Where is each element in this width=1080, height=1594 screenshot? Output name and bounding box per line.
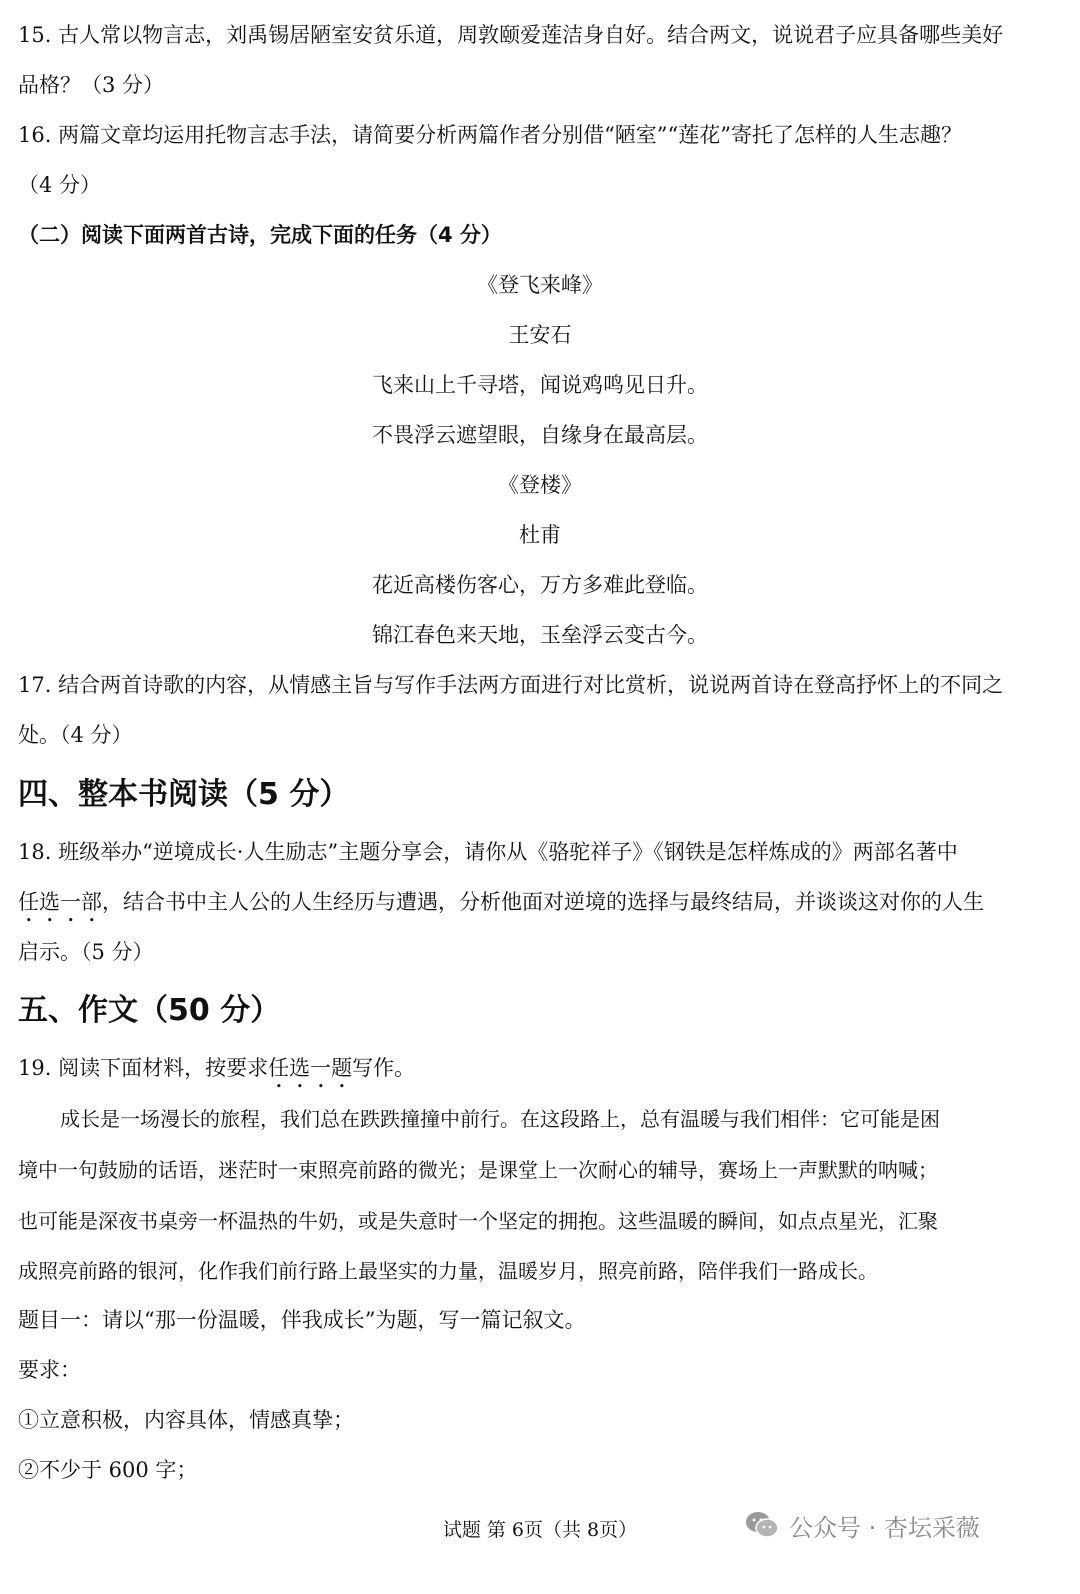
material-line: 也可能是深夜书桌旁一杯温热的牛奶，或是失意时一个坚定的拥抱。这些温暖的瞬间，如点点星光，汇聚 xyxy=(18,1209,938,1233)
poem1-author: 王安石 xyxy=(508,323,572,347)
q18-line3: 启示。（5 分） xyxy=(18,940,154,964)
q17-line2: 处。（4 分） xyxy=(18,723,133,747)
material-line: 境中一句鼓励的话语，迷茫时一束照亮前路的微光；是课堂上一次耐心的辅导，赛场上一声默默的呐喊； xyxy=(18,1158,938,1182)
page-footer: 试题 第 6页（共 8页） xyxy=(442,1519,638,1541)
q19 xyxy=(18,1043,1062,1093)
watermark-text: 公众号 · 杏坛采薇 xyxy=(789,1513,980,1542)
wechat-icon xyxy=(745,1511,779,1539)
q16-line1: 16. 两篇文章均运用托物言志手法，请简要分析两篇作者分别借“陋室”“莲花”寄托了怎样的人生志趣？ xyxy=(18,123,963,147)
q19-post: 写作。 xyxy=(352,1056,416,1080)
q19-pre: 19. 阅读下面材料，按要求 xyxy=(18,1056,269,1080)
topic-1: 题目一：请以“那一份温暖，伴我成长”为题，写一篇记叙文。 xyxy=(18,1308,586,1332)
watermark xyxy=(745,1503,980,1547)
section-4-heading: 四、整本书阅读（5 分） xyxy=(18,777,350,812)
emphasis-text: 任选一题 xyxy=(268,1056,353,1080)
q15-line2: 品格？（3 分） xyxy=(18,73,165,97)
requirements-title: 要求： xyxy=(18,1358,81,1382)
section-2-heading: （二）阅读下面两首古诗，完成下面的任务（4 分） xyxy=(18,223,502,247)
section-5-heading: 五、作文（50 分） xyxy=(18,993,281,1028)
poem2-line: 锦江春色来天地，玉垒浮云变古今。 xyxy=(372,623,708,647)
material-line: 成长是一场漫长的旅程，我们总在跌跌撞撞中前行。在这段路上，总有温暖与我们相伴：它可能是困 xyxy=(60,1107,940,1131)
emphasis-text: 任选一部 xyxy=(18,890,102,914)
q18-line2 xyxy=(18,877,1062,927)
q15-line1: 15. 古人常以物言志，刘禹锡居陋室安贫乐道，周敦颐爱莲洁身自好。结合两文，说说君子应具备哪些美好 xyxy=(18,23,1004,47)
q16-line2: （4 分） xyxy=(18,173,102,197)
q18-line1: 18. 班级举办“逆境成长·人生励志”主题分享会，请你从《骆驼祥子》《钢铁是怎样炼成的》两部名著中 xyxy=(18,840,958,864)
q18-line2-rest: ，结合书中主人公的人生经历与遭遇，分析他面对逆境的选择与最终结局，并谈谈这对你的人生 xyxy=(102,890,984,914)
requirement-item: ①立意积极，内容具体，情感真挚； xyxy=(18,1408,354,1432)
material-line: 成照亮前路的银河，化作我们前行路上最坚实的力量，温暖岁月，照亮前路，陪伴我们一路成长。 xyxy=(18,1259,878,1283)
poem2-author: 杜甫 xyxy=(519,523,561,547)
requirement-item: ②不少于 600 字； xyxy=(18,1458,198,1482)
poem1-line: 不畏浮云遮望眼，自缘身在最高层。 xyxy=(372,423,708,447)
poem2-line: 花近高楼伤客心，万方多难此登临。 xyxy=(372,573,708,597)
q17-line1: 17. 结合两首诗歌的内容，从情感主旨与写作手法两方面进行对比赏析，说说两首诗在登高抒怀上的不同之 xyxy=(18,673,1004,697)
poem2-title: 《登楼》 xyxy=(498,473,582,497)
poem1-line: 飞来山上千寻塔，闻说鸡鸣见日升。 xyxy=(372,373,708,397)
poem1-title: 《登飞来峰》 xyxy=(477,273,603,297)
